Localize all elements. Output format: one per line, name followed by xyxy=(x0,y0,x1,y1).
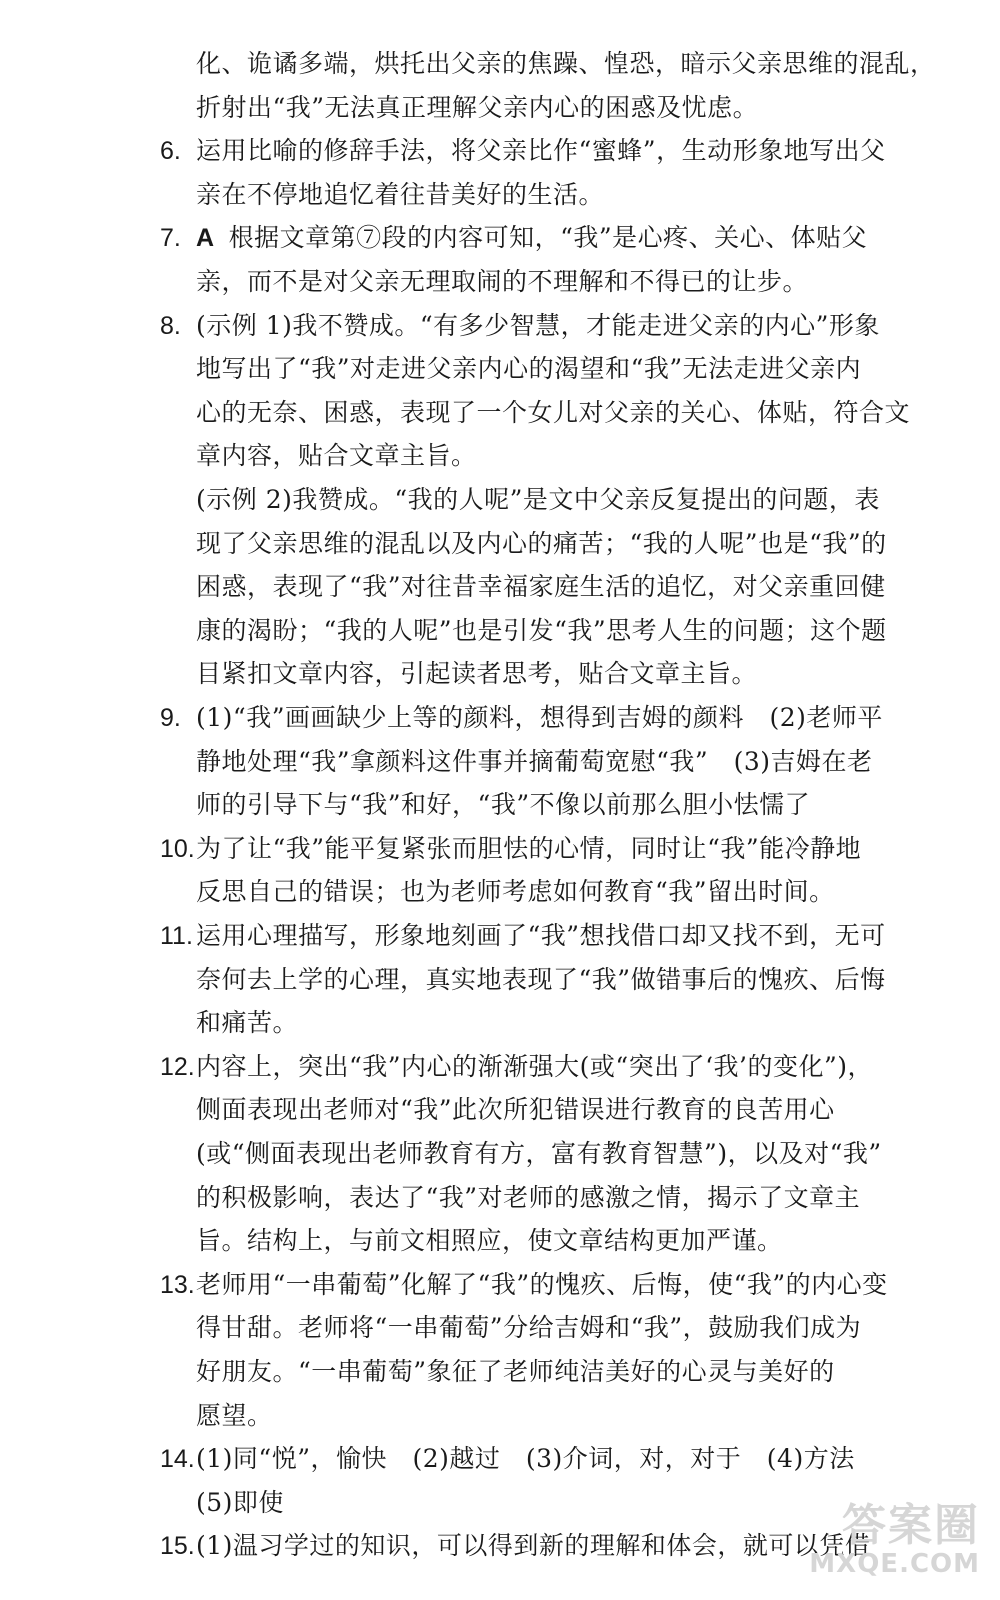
answer-text: 师的引导下与“我”和好，“我”不像以前那么胆小怯懦了 xyxy=(196,790,811,820)
watermark-url: MXQE.COM xyxy=(809,1549,980,1579)
answer-text: 根据文章第⑦段的内容可知，“我”是心疼、关心、体贴父 xyxy=(228,223,868,253)
answer-text: (5)即使 xyxy=(196,1487,284,1517)
item-number: 11. xyxy=(160,922,193,950)
answer-line xyxy=(196,654,757,694)
answer-line xyxy=(196,567,886,607)
answer-text: 老师用“一串葡萄”化解了“我”的愧疚、后悔，使“我”的内心变 xyxy=(196,1269,888,1299)
answer-text: 奈何去上学的心理，真实地表现了“我”做错事后的愧疚、后悔 xyxy=(196,964,886,994)
answer-text: 运用比喻的修辞手法，将父亲比作“蜜蜂”，生动形象地写出父 xyxy=(196,136,886,166)
answer-line xyxy=(196,88,758,128)
answer-text: (示例 1)我不赞成。“有多少智慧，才能走进父亲的内心”形象 xyxy=(196,310,880,340)
answer-line xyxy=(196,1178,860,1218)
answer-line xyxy=(196,1396,273,1436)
answer-line xyxy=(196,131,886,171)
answer-line xyxy=(196,742,873,782)
answer-line xyxy=(196,175,604,215)
answer-text: 静地处理“我”拿颜料这件事并摘葡萄宽慰“我” (3)吉姆在老 xyxy=(196,746,873,776)
answer-text: 亲，而不是对父亲无理取闹的不理解和不得已的让步。 xyxy=(196,267,809,296)
answer-line xyxy=(196,524,887,564)
item-number: 14. xyxy=(160,1445,195,1474)
answer-line xyxy=(196,1003,298,1043)
answer-line xyxy=(196,1483,284,1523)
answer-line xyxy=(196,916,886,956)
answer-text: 和痛苦。 xyxy=(196,1008,299,1038)
answer-text: 目紧扣文章内容，引起读者思考，贴合文章主旨。 xyxy=(196,659,758,689)
answer-text: 为了让“我”能平复紧张而胆怯的心情，同时让“我”能冷静地 xyxy=(196,833,862,863)
answer-text: 亲在不停地追忆着往昔美好的生活。 xyxy=(196,179,605,209)
answer-text: (或“侧面表现出老师教育有方，富有教育智慧”)，以及对“我” xyxy=(196,1139,882,1168)
answer-line xyxy=(196,436,477,476)
answer-line xyxy=(196,393,910,433)
answer-text: (示例 2)我赞成。“我的人呢”是文中父亲反复提出的问题，表 xyxy=(196,485,880,514)
item-number: 13. xyxy=(160,1270,195,1299)
answer-line xyxy=(196,698,883,738)
item-number: 8. xyxy=(160,311,181,340)
answer-line xyxy=(196,611,887,651)
watermark xyxy=(809,1502,980,1578)
answer-line xyxy=(196,1439,855,1479)
answer-text: (1)“我”画画缺少上等的颜料，想得到吉姆的颜料 (2)老师平 xyxy=(196,703,883,732)
answer-text: 侧面表现出老师对“我”此次所犯错误进行教育的良苦用心 xyxy=(196,1095,835,1125)
answer-line xyxy=(196,785,810,825)
answer-text: 反思自己的错误；也为老师考虑如何教育“我”留出时间。 xyxy=(196,877,835,907)
answer-text: 愿望。 xyxy=(196,1400,273,1430)
answer-text: 得甘甜。老师将“一串葡萄”分给吉姆和“我”，鼓励我们成为 xyxy=(196,1313,862,1343)
answer-text: 的积极影响，表达了“我”对老师的感激之情，揭示了文章主 xyxy=(196,1182,861,1212)
answer-text: 化、诡谲多端，烘托出父亲的焦躁、惶恐，暗示父亲思维的混乱， xyxy=(196,49,936,78)
choice-answer: A xyxy=(196,224,215,253)
item-number: 6. xyxy=(160,137,181,166)
item-number: 7. xyxy=(160,224,181,253)
answer-line xyxy=(196,829,861,869)
answer-line xyxy=(196,1047,873,1087)
answer-text: 困惑，表现了“我”对往昔幸福家庭生活的追忆，对父亲重回健 xyxy=(196,572,886,602)
watermark-logo-text: 答案圈 xyxy=(842,1500,980,1551)
answer-line xyxy=(196,1221,783,1261)
answer-text: (1)同“悦”，愉快 (2)越过 (3)介词，对，对于 (4)方法 xyxy=(196,1444,855,1474)
answer-text: 好朋友。“一串葡萄”象征了老师纯洁美好的心灵与美好的 xyxy=(196,1357,835,1386)
answer-line xyxy=(196,1352,835,1392)
answer-line xyxy=(196,1265,888,1305)
answer-line xyxy=(196,872,835,912)
answer-text: 运用心理描写，形象地刻画了“我”想找借口却又找不到，无可 xyxy=(196,921,886,950)
answer-text: 地写出了“我”对走进父亲内心的渴望和“我”无法走进父亲内 xyxy=(196,354,862,384)
answer-text: 康的渴盼；“我的人呢”也是引发“我”思考人生的问题；这个题 xyxy=(196,615,887,645)
item-number: 12. xyxy=(160,1052,195,1081)
answer-line xyxy=(196,1308,861,1348)
answer-line xyxy=(196,1526,870,1566)
answer-text: 章内容，贴合文章主旨。 xyxy=(196,441,477,471)
answer-text: 心的无奈、困惑，表现了一个女儿对父亲的关心、体贴，符合文 xyxy=(196,397,911,427)
answer-text: 折射出“我”无法真正理解父亲内心的困惑及忧虑。 xyxy=(196,92,759,122)
answer-line xyxy=(196,306,880,346)
item-number: 15. xyxy=(160,1532,195,1561)
answer-line xyxy=(196,44,936,84)
answer-text: 内容上，突出“我”内心的渐渐强大(或“突出了‘我’的变化”)， xyxy=(196,1051,874,1081)
answer-line xyxy=(196,1090,835,1130)
item-number: 10. xyxy=(160,834,195,863)
item-number: 9. xyxy=(160,704,181,732)
answer-text: 旨。结构上，与前文相照应，使文章结构更加严谨。 xyxy=(196,1226,783,1256)
answer-text: 现了父亲思维的混乱以及内心的痛苦；“我的人呢”也是“我”的 xyxy=(196,528,887,558)
answer-line xyxy=(196,262,808,302)
answer-line xyxy=(196,480,880,520)
answer-line xyxy=(196,349,861,389)
answer-line xyxy=(196,960,886,1000)
answer-line xyxy=(196,1134,882,1174)
answer-text: (1)温习学过的知识，可以得到新的理解和体会，就可以凭借 xyxy=(196,1531,871,1561)
answer-line xyxy=(196,218,867,258)
